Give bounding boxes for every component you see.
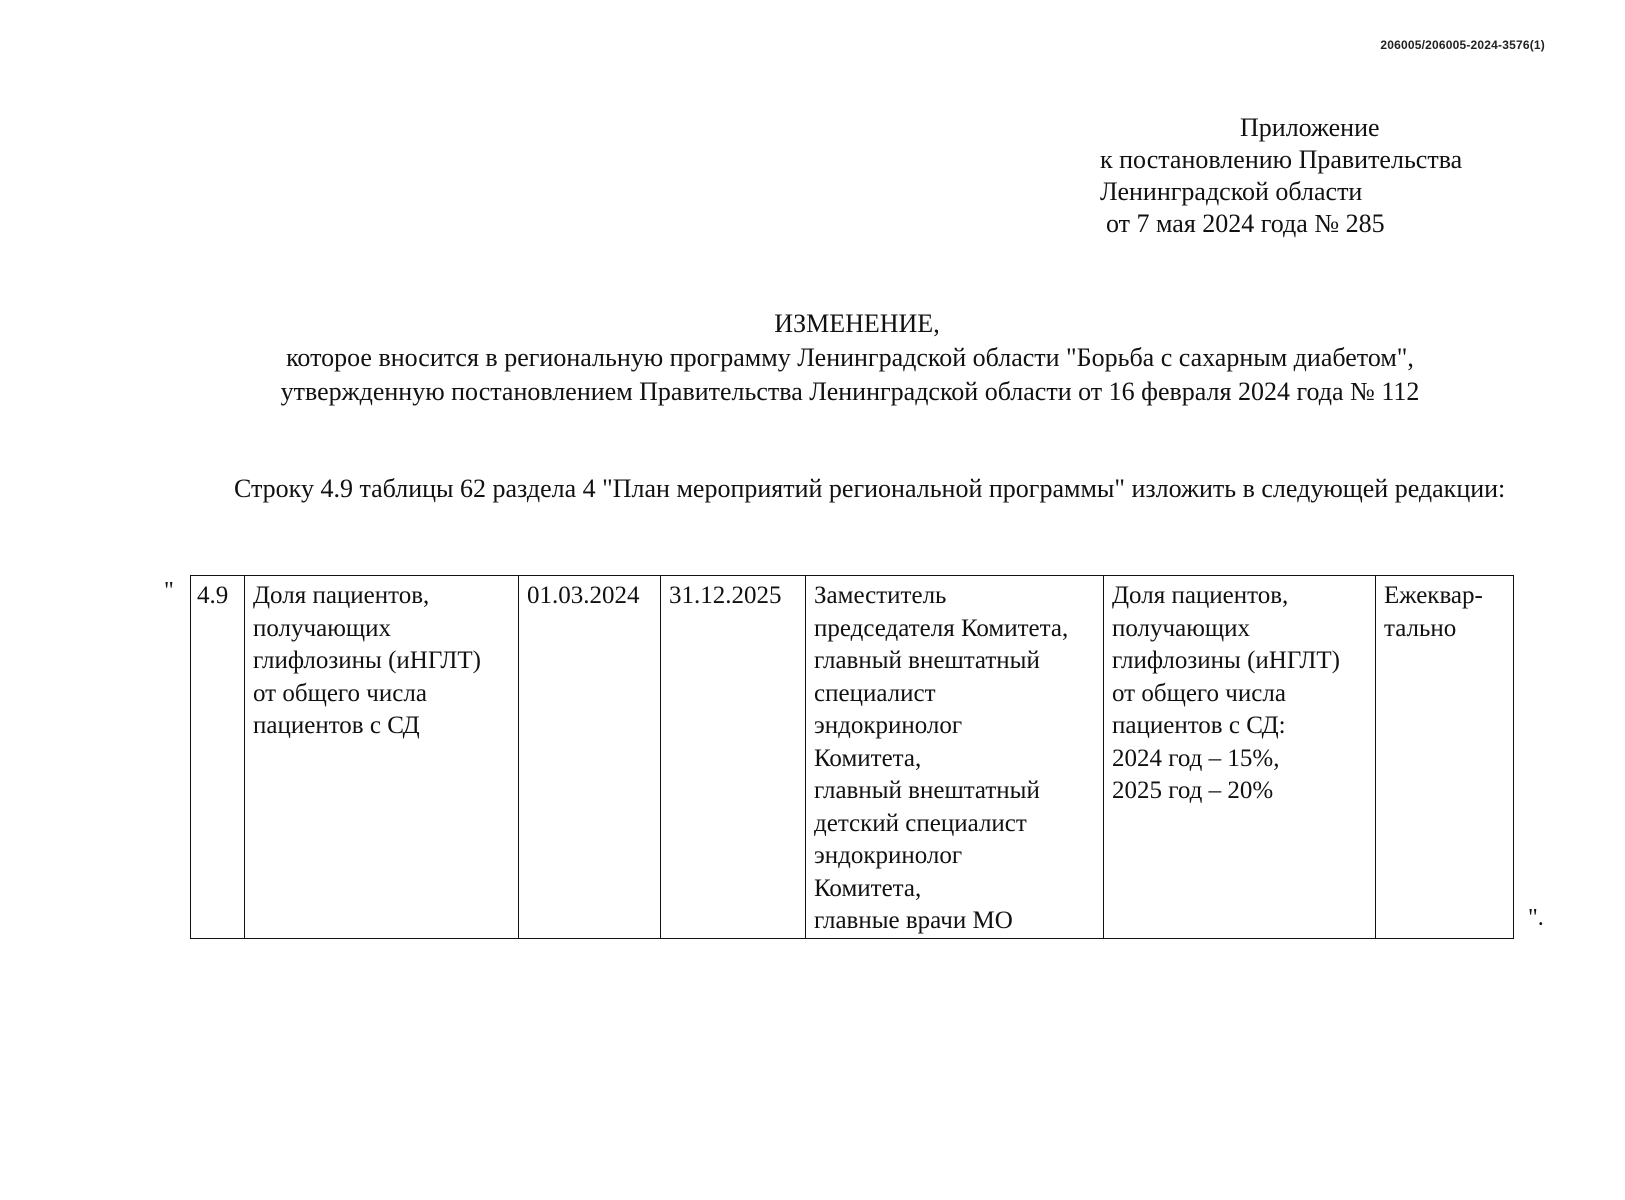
responsible-line: Комитета, (814, 874, 922, 902)
appendix-line-3: от 7 мая 2024 года № 285 (1106, 209, 1385, 238)
event-line: от общего числа (253, 679, 427, 707)
responsible-line: эндокринолог (814, 712, 963, 739)
cell-number (191, 576, 245, 939)
appendix-title: Приложение (1240, 113, 1380, 142)
responsible-line: Заместитель (814, 582, 947, 609)
event-line: пациентов с СД (253, 712, 420, 739)
result-line: Доля пациентов, (1112, 582, 1289, 609)
document-id: 206005/206005-2024-3576(1) (1380, 38, 1545, 52)
event-line: Доля пациентов, (253, 582, 430, 609)
cell-result (1104, 576, 1376, 939)
heading-title: ИЗМЕНЕНИЕ, (774, 309, 940, 338)
responsible-line: специалист (814, 679, 936, 707)
open-quote: " (164, 578, 174, 604)
result-line: глифлозины (иНГЛТ) (1112, 647, 1340, 674)
result-line: 2024 год – 15%, (1112, 744, 1280, 772)
responsible-line: главный внештатный (814, 647, 1040, 674)
end-date: 31.12.2025 (669, 582, 782, 609)
row-number: 4.9 (197, 582, 229, 609)
responsible-line: главные врачи МО (814, 907, 1013, 934)
responsible-line: главный внештатный (814, 777, 1040, 804)
appendix-line-2: Ленинградской области (1100, 177, 1363, 206)
heading-line-2: утвержденную постановлением Правительства Ленинградской области от 16 февраля 2024 года № 112 (280, 377, 1420, 406)
responsible-line: эндокринолог (814, 842, 963, 869)
result-line: от общего числа (1112, 679, 1286, 707)
event-line: получающих (253, 614, 392, 642)
result-line: пациентов с СД: (1112, 712, 1286, 739)
responsible-line: Комитета, (814, 744, 922, 772)
cell-responsible (806, 576, 1104, 939)
plan-table (190, 575, 1514, 939)
event-line: глифлозины (иНГЛТ) (253, 647, 481, 674)
cell-event (245, 576, 519, 939)
start-date: 01.03.2024 (527, 582, 640, 609)
appendix-line-1: к постановлению Правительства (1100, 145, 1463, 174)
frequency-line: Ежеквар- (1384, 582, 1483, 609)
frequency-line: тально (1384, 614, 1457, 642)
cell-frequency (1376, 576, 1514, 939)
result-line: получающих (1112, 614, 1251, 642)
table-row (191, 576, 1514, 939)
responsible-line: председателя Комитета, (814, 614, 1069, 642)
cell-start-date (519, 576, 661, 939)
instruction-paragraph: Строку 4.9 таблицы 62 раздела 4 "План мероприятий региональной программы" изложить в следующей редакции: (234, 474, 1506, 503)
result-line: 2025 год – 20% (1112, 777, 1274, 804)
appendix-block (1100, 112, 1462, 240)
heading-line-1: которое вносится в региональную программу Ленинградской области "Борьба с сахарным диабетом", (286, 343, 1414, 372)
close-quote: ". (1528, 905, 1544, 931)
document-heading (0, 307, 1625, 409)
responsible-line: детский специалист (814, 809, 1027, 837)
cell-end-date (661, 576, 806, 939)
